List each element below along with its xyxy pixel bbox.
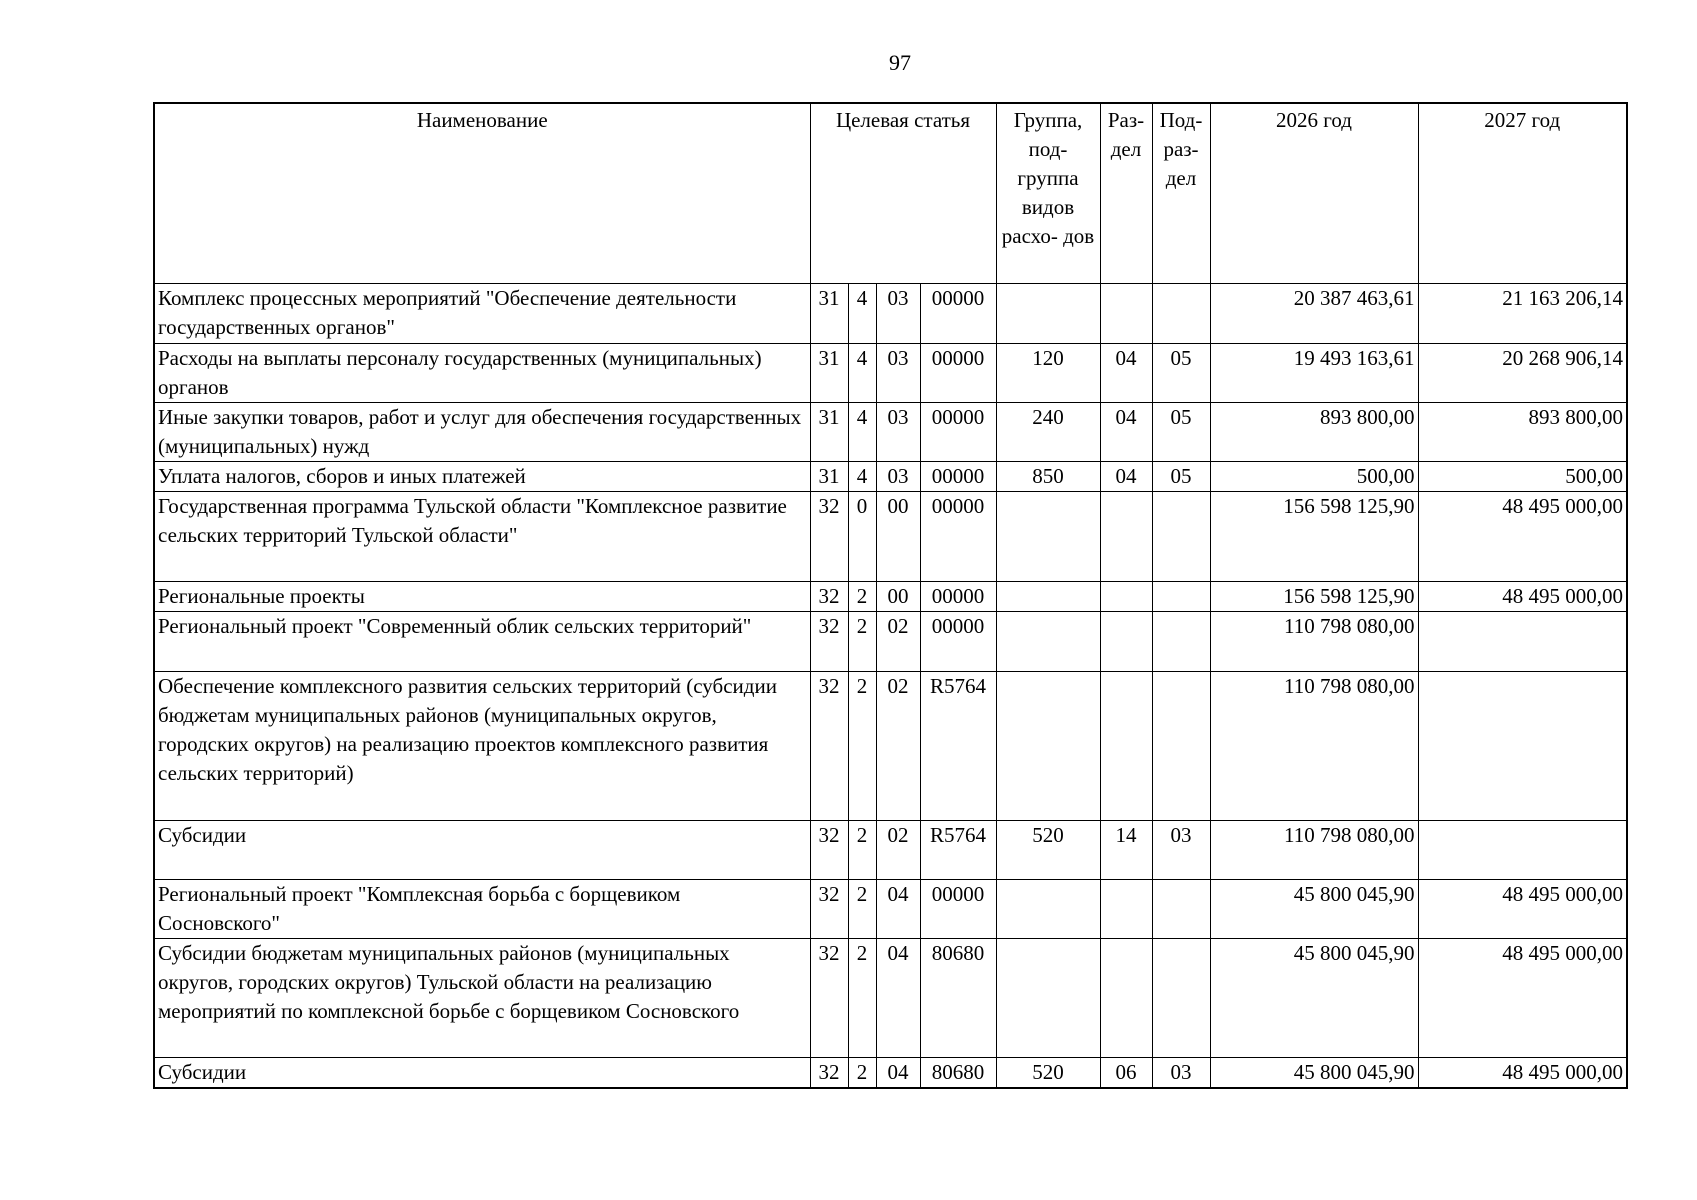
target-program-code: 32: [810, 879, 848, 938]
row-name: Региональный проект "Современный облик сельских территорий": [154, 611, 810, 671]
section-code: 14: [1100, 820, 1152, 879]
expense-group-code: 240: [996, 402, 1100, 461]
amount-2026: 893 800,00: [1210, 402, 1418, 461]
target-program-code: 31: [810, 343, 848, 402]
target-program-code: 32: [810, 820, 848, 879]
row-name: Иные закупки товаров, работ и услуг для обеспечения государственных (муниципальных) нужд: [154, 402, 810, 461]
subsection-code: [1152, 671, 1210, 820]
table-row: [154, 820, 1627, 879]
target-type-code: 4: [848, 343, 876, 402]
subsection-code: 05: [1152, 343, 1210, 402]
table-row: [154, 671, 1627, 820]
header-subsection: Под- раз- дел: [1152, 103, 1210, 283]
subsection-code: 05: [1152, 402, 1210, 461]
row-name: Региональный проект "Комплексная борьба с борщевиком Сосновского": [154, 879, 810, 938]
header-name: Наименование: [154, 103, 810, 283]
amount-2027: 21 163 206,14: [1418, 283, 1627, 343]
section-code: 04: [1100, 343, 1152, 402]
target-program-code: 32: [810, 581, 848, 611]
subsection-code: 03: [1152, 1057, 1210, 1088]
target-type-code: 4: [848, 461, 876, 491]
target-type-code: 2: [848, 581, 876, 611]
target-subprogram-code: 03: [876, 343, 920, 402]
target-type-code: 2: [848, 938, 876, 1057]
subsection-code: [1152, 491, 1210, 581]
section-code: [1100, 491, 1152, 581]
target-type-code: 2: [848, 879, 876, 938]
target-subprogram-code: 03: [876, 461, 920, 491]
amount-2027: 500,00: [1418, 461, 1627, 491]
target-subprogram-code: 03: [876, 283, 920, 343]
section-code: [1100, 938, 1152, 1057]
table-row: [154, 283, 1627, 343]
section-code: 06: [1100, 1057, 1152, 1088]
section-code: 04: [1100, 461, 1152, 491]
expense-group-code: 520: [996, 820, 1100, 879]
section-code: [1100, 671, 1152, 820]
table-row: [154, 491, 1627, 581]
table-row: [154, 461, 1627, 491]
amount-2027: 48 495 000,00: [1418, 938, 1627, 1057]
target-subprogram-code: 04: [876, 879, 920, 938]
target-direction-code: 00000: [920, 461, 996, 491]
target-subprogram-code: 03: [876, 402, 920, 461]
target-subprogram-code: 02: [876, 671, 920, 820]
amount-2026: 500,00: [1210, 461, 1418, 491]
expense-group-code: [996, 491, 1100, 581]
target-direction-code: 80680: [920, 1057, 996, 1088]
expense-group-code: 520: [996, 1057, 1100, 1088]
amount-2026: 19 493 163,61: [1210, 343, 1418, 402]
target-direction-code: R5764: [920, 820, 996, 879]
expense-group-code: [996, 671, 1100, 820]
subsection-code: [1152, 938, 1210, 1057]
target-subprogram-code: 00: [876, 491, 920, 581]
subsection-code: [1152, 283, 1210, 343]
expense-group-code: [996, 283, 1100, 343]
subsection-code: 03: [1152, 820, 1210, 879]
section-code: [1100, 283, 1152, 343]
row-name: Субсидии: [154, 820, 810, 879]
amount-2026: 110 798 080,00: [1210, 611, 1418, 671]
page-number: 97: [889, 50, 911, 75]
row-name: Расходы на выплаты персоналу государственных (муниципальных) органов: [154, 343, 810, 402]
target-program-code: 31: [810, 461, 848, 491]
header-expense-group: Группа, под- группа видов расхо- дов: [996, 103, 1100, 283]
target-type-code: 4: [848, 402, 876, 461]
target-program-code: 32: [810, 938, 848, 1057]
target-subprogram-code: 04: [876, 938, 920, 1057]
target-direction-code: 00000: [920, 491, 996, 581]
row-name: Субсидии бюджетам муниципальных районов (муниципальных округов, городских округов) Тульской области на реализацию мероприятий по комплексной борьбе с борщевиком Сосновского: [154, 938, 810, 1057]
table-row: [154, 879, 1627, 938]
target-type-code: 4: [848, 283, 876, 343]
amount-2026: 110 798 080,00: [1210, 671, 1418, 820]
row-name: Уплата налогов, сборов и иных платежей: [154, 461, 810, 491]
row-name: Региональные проекты: [154, 581, 810, 611]
amount-2026: 45 800 045,90: [1210, 879, 1418, 938]
amount-2027: [1418, 671, 1627, 820]
amount-2027: 48 495 000,00: [1418, 491, 1627, 581]
expense-group-code: 120: [996, 343, 1100, 402]
target-direction-code: 00000: [920, 879, 996, 938]
amount-2027: 893 800,00: [1418, 402, 1627, 461]
amount-2026: 20 387 463,61: [1210, 283, 1418, 343]
row-name: Субсидии: [154, 1057, 810, 1088]
header-year-2026: 2026 год: [1210, 103, 1418, 283]
target-type-code: 2: [848, 611, 876, 671]
header-section: Раз- дел: [1100, 103, 1152, 283]
target-direction-code: 00000: [920, 581, 996, 611]
amount-2027: 20 268 906,14: [1418, 343, 1627, 402]
target-subprogram-code: 00: [876, 581, 920, 611]
table-row: [154, 1057, 1627, 1088]
row-name: Обеспечение комплексного развития сельских территорий (субсидии бюджетам муниципальных районов (муниципальных округов, городских округов) на реализацию проектов комплексного развития сельских территорий): [154, 671, 810, 820]
target-program-code: 31: [810, 283, 848, 343]
table-row: [154, 402, 1627, 461]
row-name: Комплекс процессных мероприятий "Обеспечение деятельности государственных органов": [154, 283, 810, 343]
target-direction-code: R5764: [920, 671, 996, 820]
target-subprogram-code: 02: [876, 611, 920, 671]
target-subprogram-code: 02: [876, 820, 920, 879]
target-direction-code: 80680: [920, 938, 996, 1057]
target-subprogram-code: 04: [876, 1057, 920, 1088]
target-program-code: 32: [810, 491, 848, 581]
amount-2027: [1418, 611, 1627, 671]
amount-2027: [1418, 820, 1627, 879]
target-direction-code: 00000: [920, 611, 996, 671]
target-type-code: 0: [848, 491, 876, 581]
amount-2027: 48 495 000,00: [1418, 879, 1627, 938]
target-program-code: 32: [810, 671, 848, 820]
table-row: [154, 343, 1627, 402]
target-program-code: 31: [810, 402, 848, 461]
header-year-2027: 2027 год: [1418, 103, 1627, 283]
amount-2026: 110 798 080,00: [1210, 820, 1418, 879]
amount-2027: 48 495 000,00: [1418, 1057, 1627, 1088]
expense-group-code: [996, 879, 1100, 938]
section-code: [1100, 581, 1152, 611]
amount-2026: 156 598 125,90: [1210, 581, 1418, 611]
table-row: [154, 611, 1627, 671]
header-target-article: Целевая статья: [810, 103, 996, 283]
target-type-code: 2: [848, 1057, 876, 1088]
amount-2026: 156 598 125,90: [1210, 491, 1418, 581]
subsection-code: [1152, 611, 1210, 671]
subsection-code: [1152, 879, 1210, 938]
amount-2027: 48 495 000,00: [1418, 581, 1627, 611]
expense-group-code: [996, 938, 1100, 1057]
expense-group-code: 850: [996, 461, 1100, 491]
amount-2026: 45 800 045,90: [1210, 1057, 1418, 1088]
budget-table: [153, 102, 1628, 1089]
target-direction-code: 00000: [920, 343, 996, 402]
section-code: 04: [1100, 402, 1152, 461]
amount-2026: 45 800 045,90: [1210, 938, 1418, 1057]
section-code: [1100, 879, 1152, 938]
row-name: Государственная программа Тульской области "Комплексное развитие сельских территорий Тульской области": [154, 491, 810, 581]
target-direction-code: 00000: [920, 402, 996, 461]
subsection-code: [1152, 581, 1210, 611]
expense-group-code: [996, 611, 1100, 671]
table-row: [154, 581, 1627, 611]
target-type-code: 2: [848, 671, 876, 820]
target-direction-code: 00000: [920, 283, 996, 343]
table-row: [154, 938, 1627, 1057]
subsection-code: 05: [1152, 461, 1210, 491]
target-type-code: 2: [848, 820, 876, 879]
section-code: [1100, 611, 1152, 671]
target-program-code: 32: [810, 1057, 848, 1088]
table-body: [154, 283, 1627, 1088]
header-row: [154, 103, 1627, 283]
target-program-code: 32: [810, 611, 848, 671]
expense-group-code: [996, 581, 1100, 611]
